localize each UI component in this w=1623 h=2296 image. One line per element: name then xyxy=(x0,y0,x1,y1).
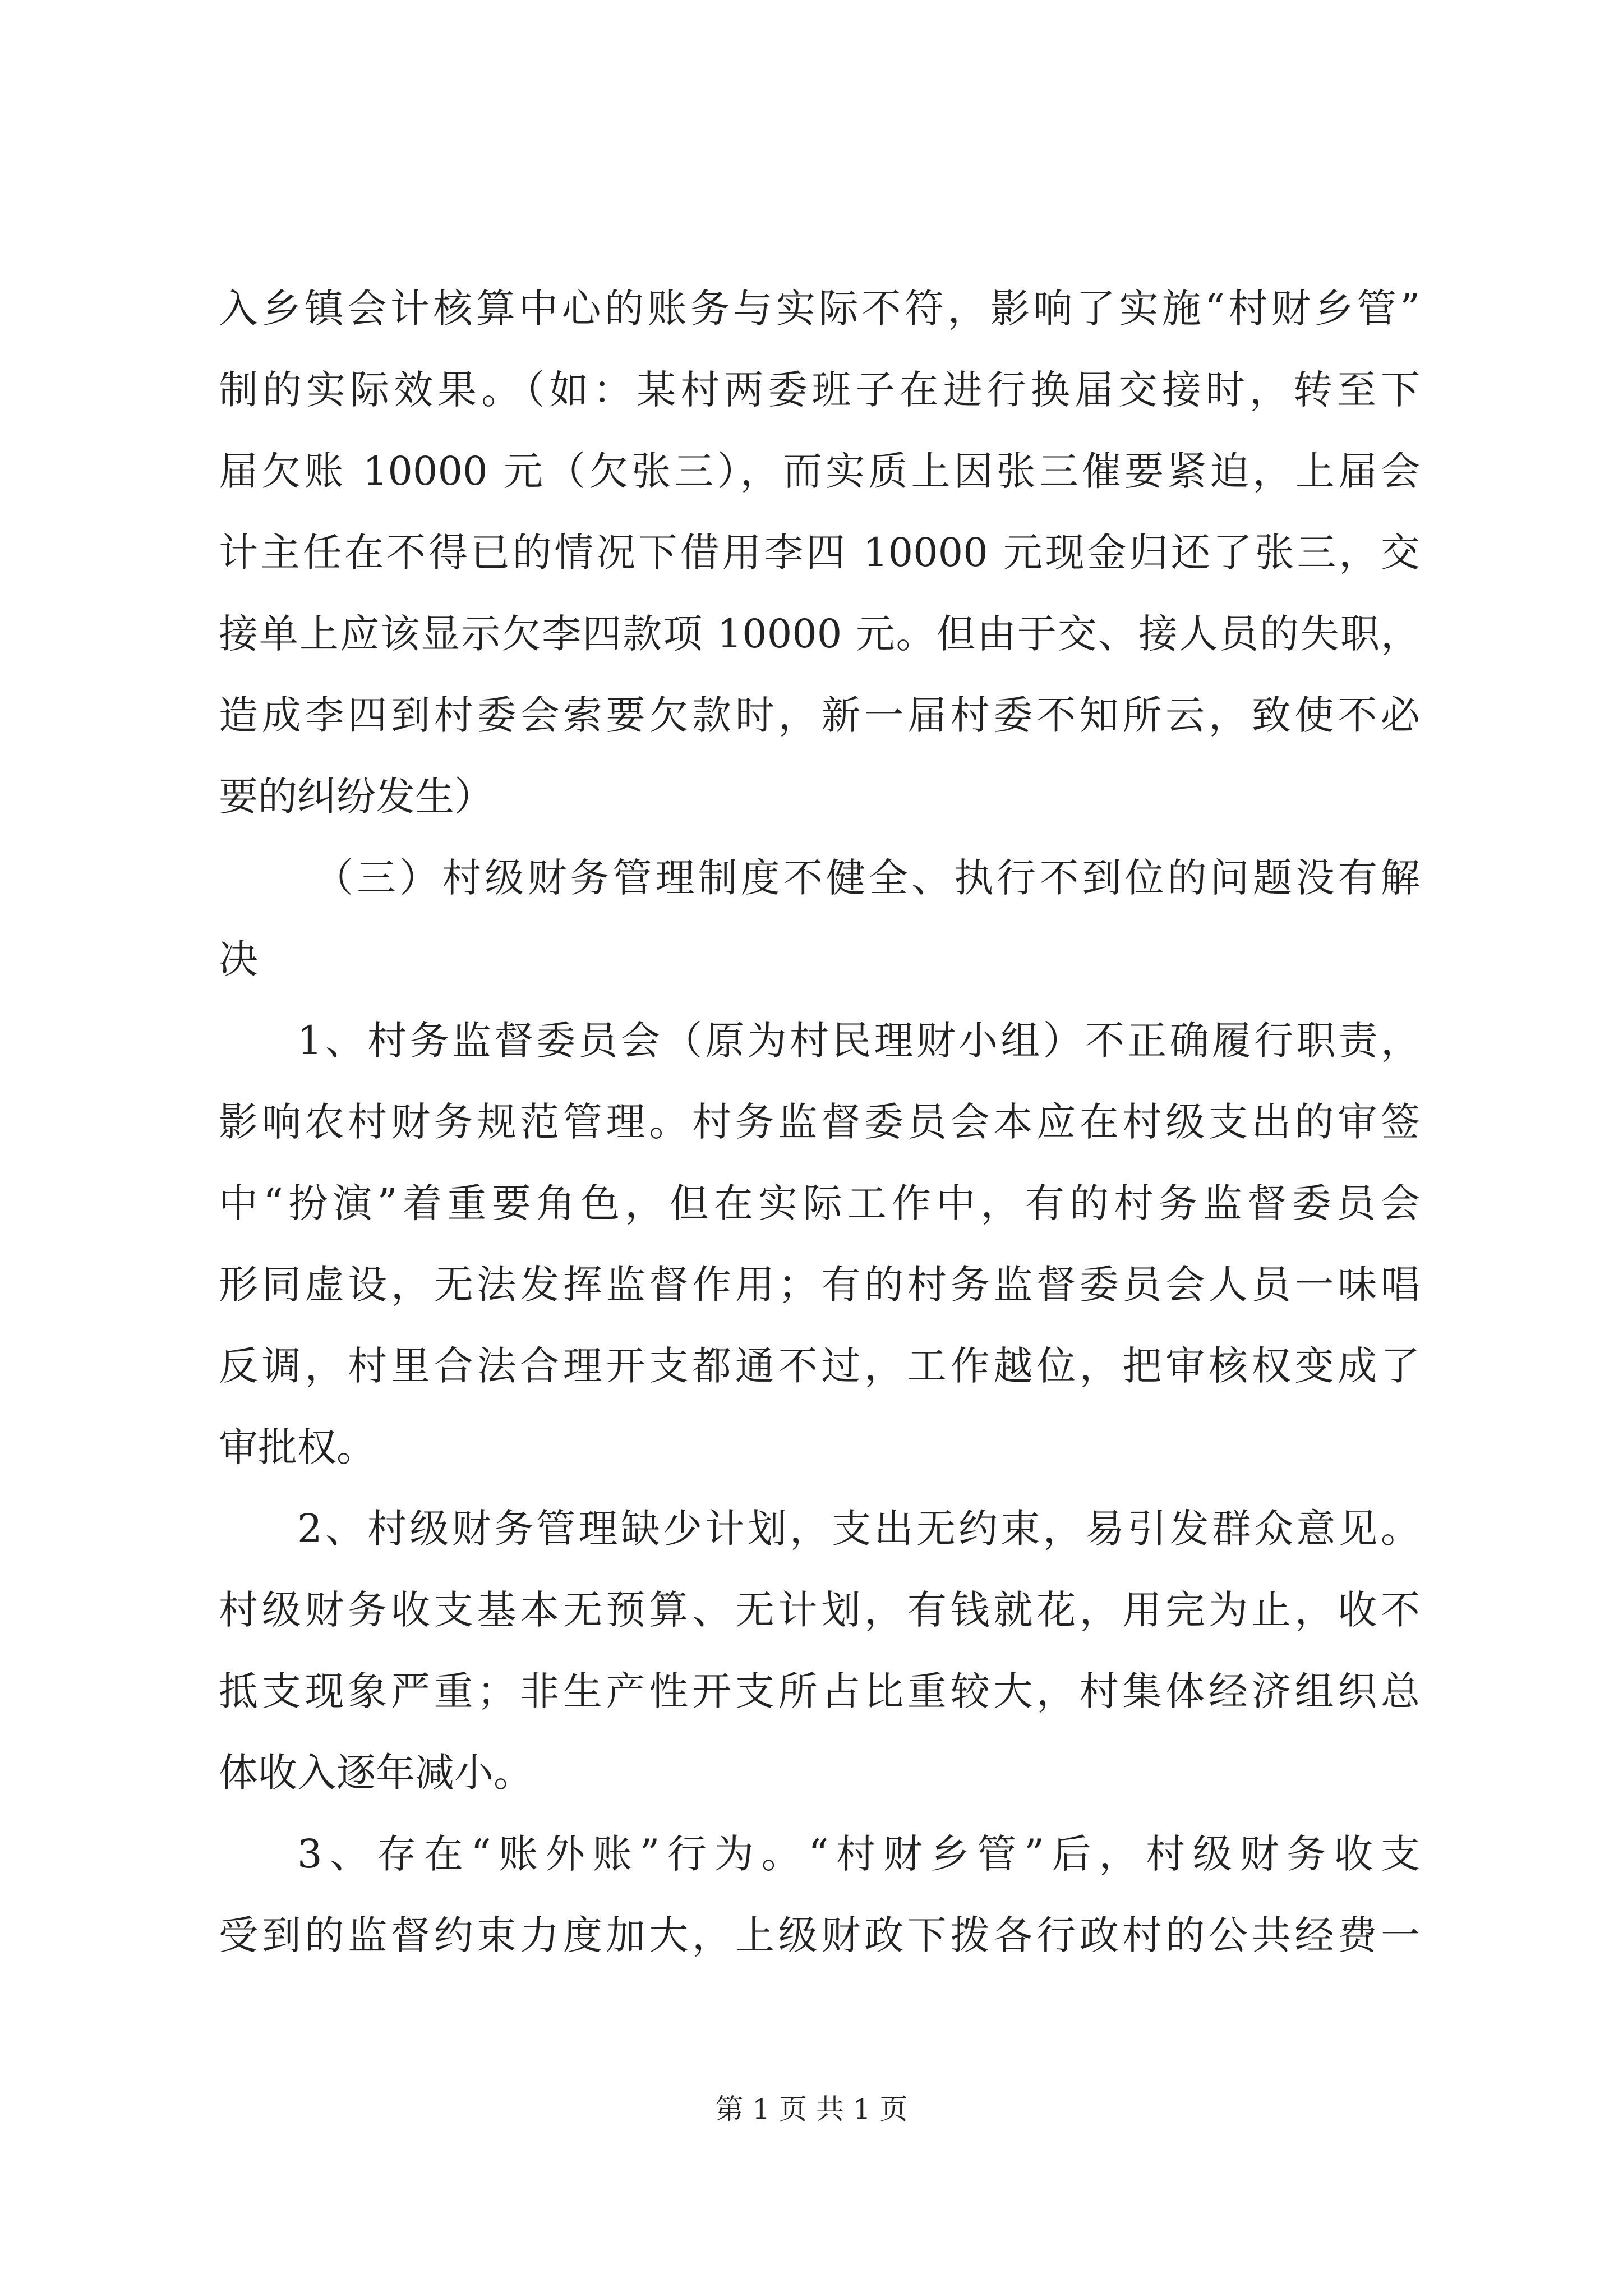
body-line: 村级财务收支基本无预算、无计划，有钱就花，用完为止，收不 xyxy=(219,1587,1420,1633)
section-heading: （三）村级财务管理制度不健全、执行不到位的问题没有解 xyxy=(314,855,1420,901)
item-3-first-line: 3、存在“账外账”行为。“村财乡管”后，村级财务收支 xyxy=(297,1831,1420,1877)
body-line: 届欠账 10000 元（欠张三），而实质上因张三催要紧迫，上届会 xyxy=(219,448,1420,494)
body-line: 形同虚设，无法发挥监督作用；有的村务监督委员会人员一味唱 xyxy=(219,1262,1420,1308)
body-line: 计主任在不得已的情况下借用李四 10000 元现金归还了张三，交 xyxy=(219,530,1420,576)
item-1-first-line: 1、村务监督委员会（原为村民理财小组）不正确履行职责， xyxy=(297,1018,1420,1064)
body-line: 体收入逐年减小。 xyxy=(219,1750,533,1796)
item-2-first-line: 2、村级财务管理缺少计划，支出无约束，易引发群众意见。 xyxy=(297,1506,1420,1552)
body-line: 要的纠纷发生） xyxy=(219,774,494,820)
body-line: 造成李四到村委会索要欠款时，新一届村委不知所云，致使不必 xyxy=(219,692,1420,738)
page-number-label: 第 1 页 共 1 页 xyxy=(715,2093,908,2125)
body-line: 入乡镇会计核算中心的账务与实际不符，影响了实施“村财乡管” xyxy=(219,286,1420,332)
body-line: 制的实际效果。（如：某村两委班子在进行换届交接时，转至下 xyxy=(219,367,1420,413)
body-line: 反调，村里合法合理开支都通不过，工作越位，把审核权变成了 xyxy=(219,1343,1420,1389)
body-line: 受到的监督约束力度加大，上级财政下拨各行政村的公共经费一 xyxy=(219,1912,1420,1958)
body-line: 抵支现象严重；非生产性开支所占比重较大，村集体经济组织总 xyxy=(219,1668,1420,1714)
page-footer xyxy=(0,2087,1623,2132)
body-line: 审批权。 xyxy=(219,1424,376,1470)
body-line: 接单上应该显示欠李四款项 10000 元。但由于交、接人员的失职， xyxy=(219,611,1420,657)
body-line: 中“扮演”着重要角色，但在实际工作中，有的村务监督委员会 xyxy=(219,1180,1420,1226)
section-heading-continued: 决 xyxy=(219,936,258,982)
document-body xyxy=(219,268,1420,1976)
body-line: 影响农村财务规范管理。村务监督委员会本应在村级支出的审签 xyxy=(219,1099,1420,1145)
